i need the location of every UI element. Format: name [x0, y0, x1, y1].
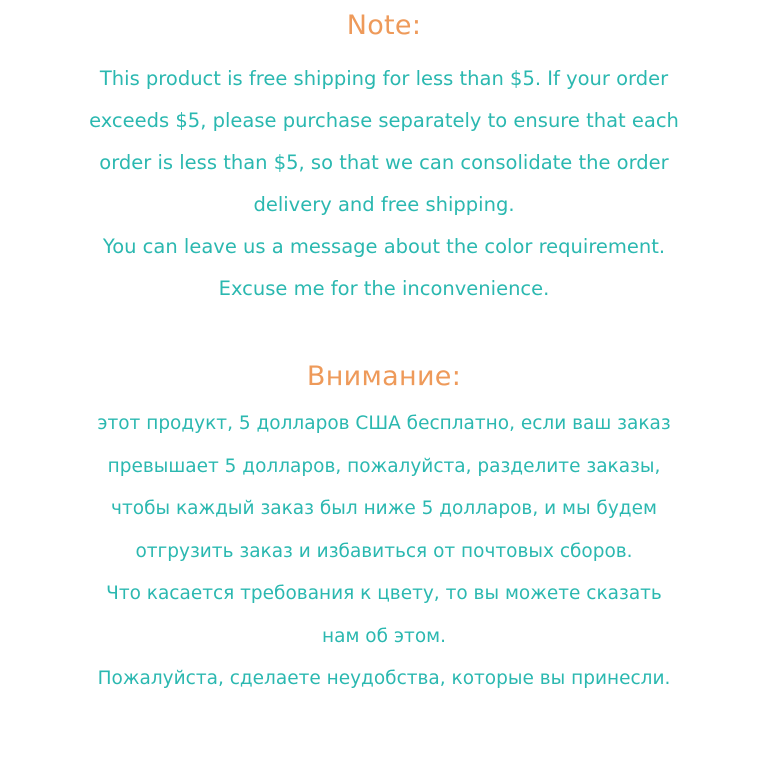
russian-notice-line: отгрузить заказ и избавиться от почтовых сборов. — [135, 540, 633, 562]
english-notice-line: order is less than $5, so that we can consolidate the order — [99, 151, 669, 174]
attention-heading: Внимание: — [306, 361, 462, 392]
russian-notice-line: Что касается требования к цвету, то вы можете сказать — [106, 583, 662, 604]
english-notice — [0, 6, 768, 310]
russian-notice-line: чтобы каждый заказ был ниже 5 долларов, и мы будем — [111, 498, 657, 519]
english-notice-line: delivery and free shipping. — [253, 193, 515, 216]
russian-notice-line: превышает 5 долларов, пожалуйста, разделите заказы, — [107, 455, 661, 477]
english-notice-line: exceeds $5, please purchase separately to ensure that each — [89, 109, 679, 132]
russian-notice-line: нам об этом. — [322, 625, 446, 647]
english-notice-line: This product is free shipping for less than $5. If your order — [99, 67, 669, 90]
russian-notice — [0, 357, 768, 701]
english-notice-line: Excuse me for the inconvenience. — [218, 277, 550, 300]
russian-notice-line: этот продукт, 5 долларов США бесплатно, если ваш заказ — [97, 413, 671, 434]
note-heading: Note: — [346, 10, 422, 41]
russian-notice-line: Пожалуйста, сделаете неудобства, которые вы принесли. — [97, 668, 671, 689]
english-notice-line: You can leave us a message about the color requirement. — [102, 235, 666, 258]
